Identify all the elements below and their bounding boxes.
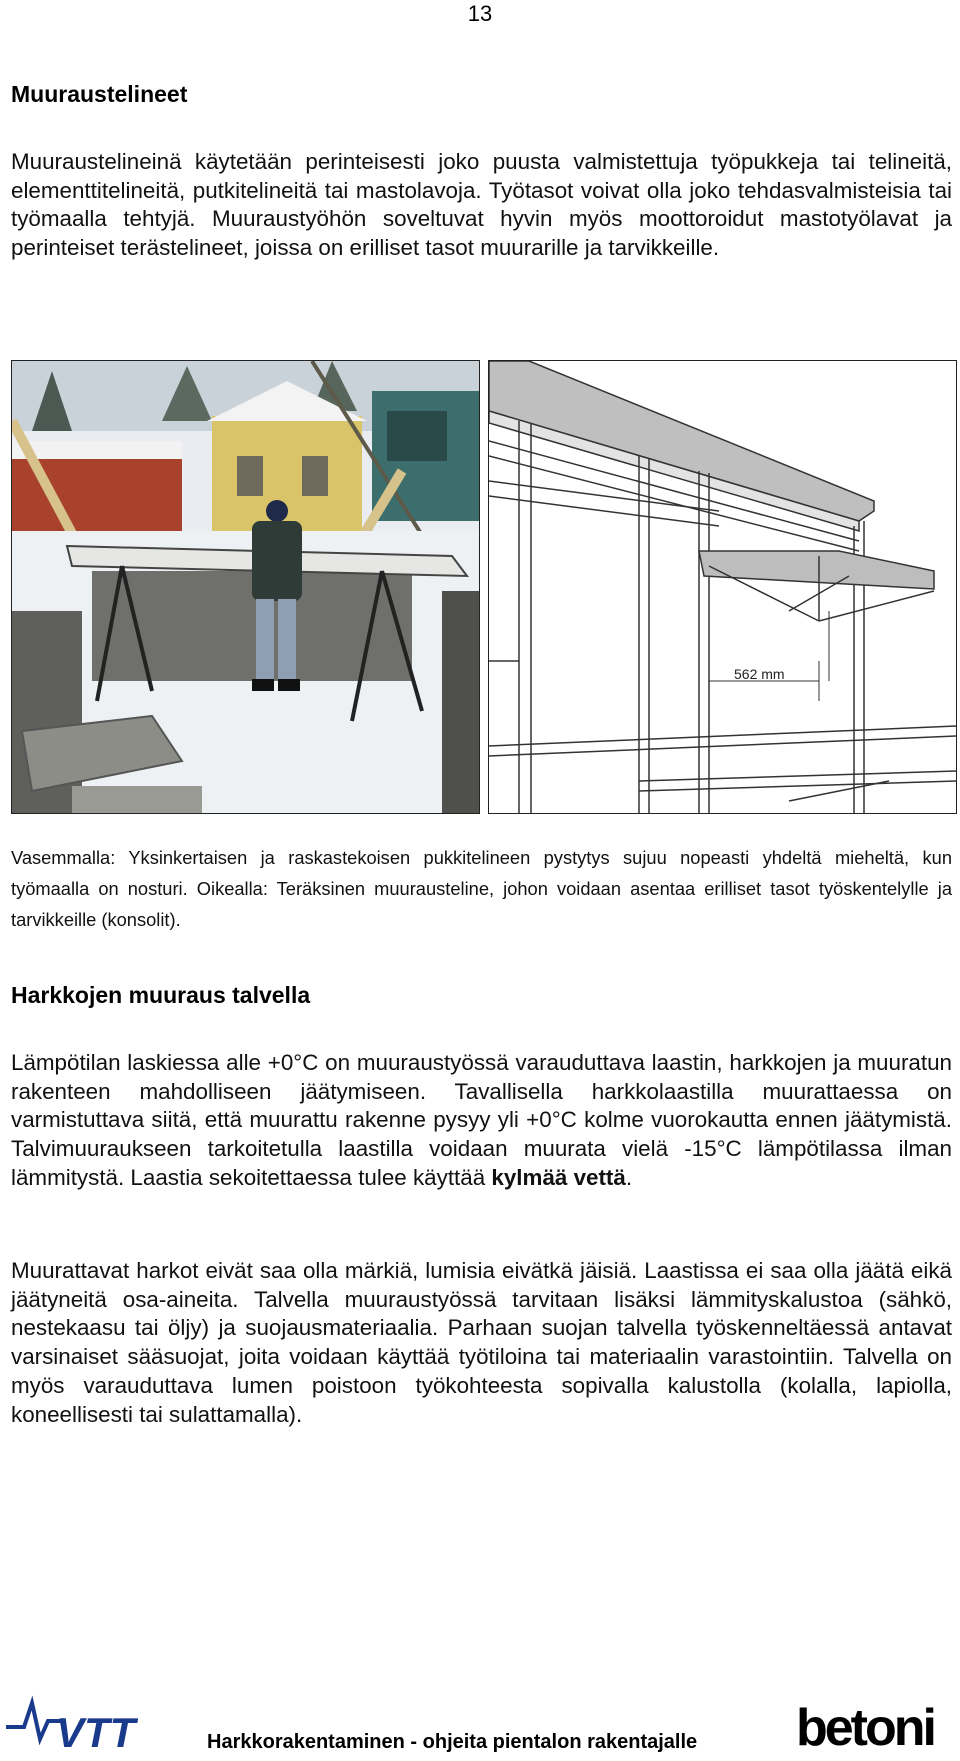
winter-paragraph-1-text: Lämpötilan laskiessa alle +0°C on muuraustyössä varauduttava laastin, harkkojen ja muuratun rakenteen mahdolliseen jäätymiseen. Tavallisella harkkolaastilla muurattaessa on varmistuttava siitä, että muurattu rakenne pysyy yli +0°C kolme vuorokautta ennen jäätymistä. Talvimuuraukseen tarkoitetulla laastilla voidaan muurata vielä -15°C lämpötilassa ilman lämmitystä. Laastia sekoitettaessa tulee käyttää: [11, 1050, 952, 1190]
betoni-logo: betoni: [796, 1699, 934, 1757]
section-paragraph: Muuraustelineinä käytetään perinteisesti joko puusta valmistettuja työpukkeja tai telineitä, elementtitelineitä, putkitelineitä tai mastolavoja. Työtasot voivat olla joko tehdasvalmisteisia tai työmaalla tehtyjä. Muuraustyöhön soveltuvat hyvin myös moottoroidut mastotyölavat ja perinteiset terästelineet, joissa on erilliset tasot muurarille ja tarvikkeille.: [11, 149, 952, 261]
vtt-logo-text: VTT: [56, 1709, 136, 1753]
winter-paragraph-1-end: .: [625, 1164, 633, 1190]
figure-caption: Vasemmalla: Yksinkertaisen ja raskastekoisen pukkitelineen pystytys sujuu nopeasti yhdeltä mieheltä, kun työmaalla on nosturi. Oikealla: Teräksinen muurausteline, johon voidaan asentaa erilliset tasot työskentelylle ja tarvikkeille (konsolit).: [11, 847, 952, 930]
page-number: 13: [467, 1, 493, 26]
section-heading-muuraustelineet: Muuraustelineet: [11, 81, 188, 107]
cold-water-emphasis: kylmää vettä: [491, 1164, 626, 1190]
steel-scaffold-drawing: [488, 360, 957, 814]
dimension-label: 562 mm: [734, 666, 785, 682]
vtt-logo: [6, 1695, 171, 1753]
footer-title: Harkkorakentaminen - ohjeita pientalon rakentajalle: [207, 1731, 698, 1753]
winter-paragraph-2: Muurattavat harkot eivät saa olla märkiä, lumisia eivätkä jäisiä. Laastissa ei saa olla jäätä eikä jäätyneitä osa-aineita. Talvella muuraustyössä tarvitaan lisäksi lämmityskalustoa (sähkö, nestekaasu tai öljy) ja suojausmateriaalia. Parhaan suojan talvella työskenneltäessä antavat varsinaiset sääsuojat, joita voidaan käyttää työtiloina tai materiaalin varastointiin. Talvella on myös varauduttava lumen poistoon työkohteesta sopivalla kalustolla (kolalla, lapiolla, koneellisesti tai sulattamalla).: [11, 1258, 952, 1427]
scaffold-site-photo: [11, 360, 480, 814]
winter-paragraph-1: [11, 1049, 952, 1193]
section-heading-talvimuuraus: Harkkojen muuraus talvella: [11, 982, 311, 1008]
